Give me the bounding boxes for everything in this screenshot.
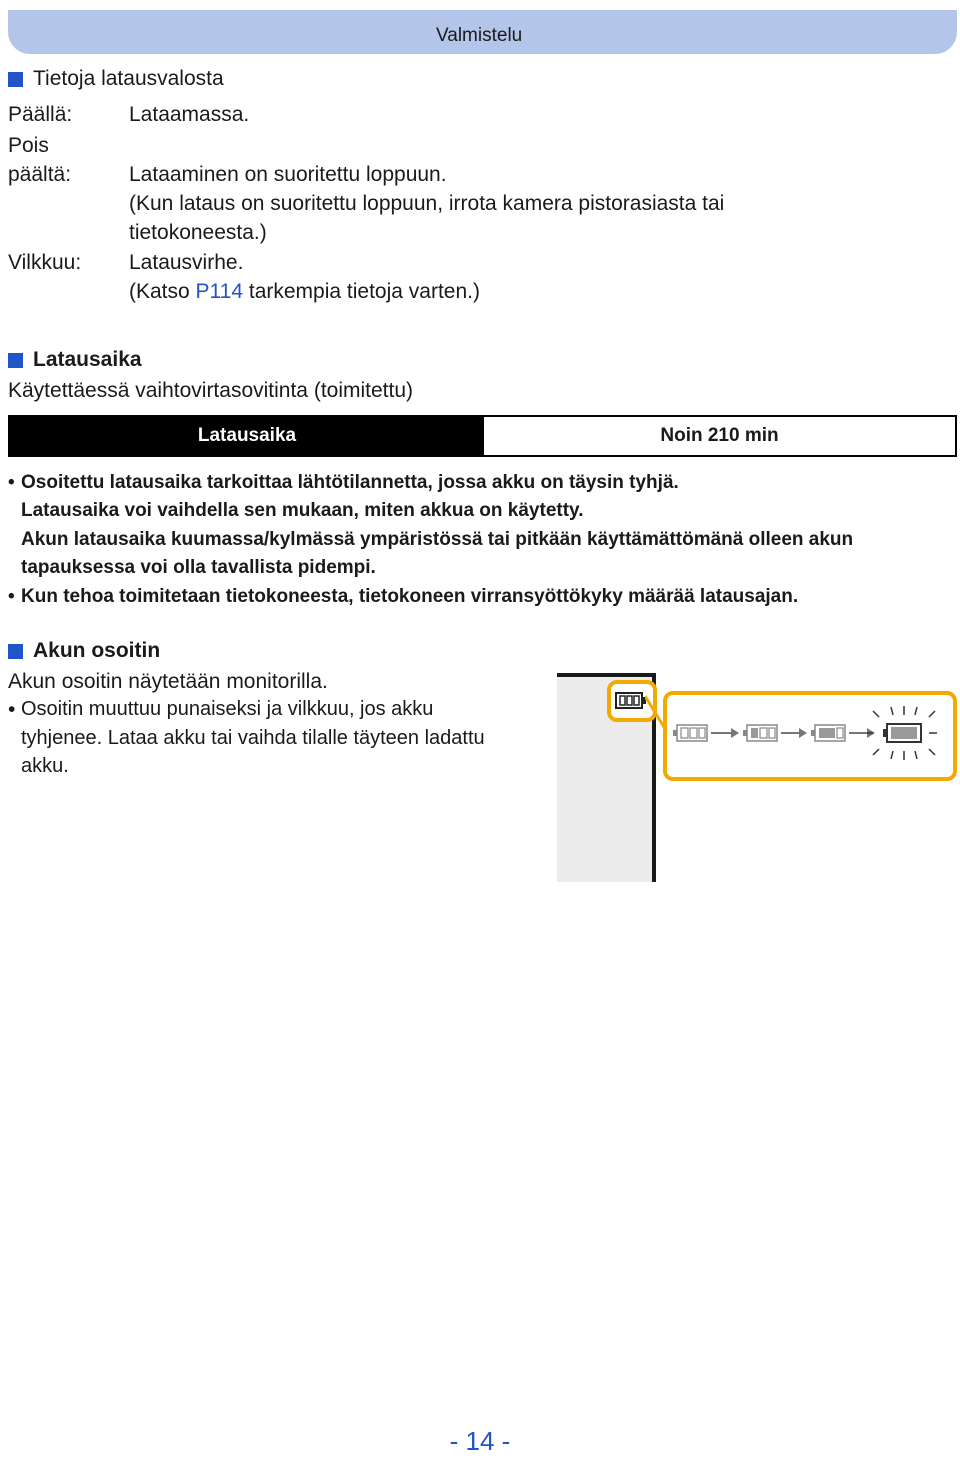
- page-reference-link[interactable]: P114: [195, 280, 244, 303]
- lamp-section-title: Tietoja latausvalosta: [8, 67, 224, 91]
- table-header-cell: Latausaika: [10, 417, 484, 455]
- charging-note-2: Latausaika voi vaihdella sen mukaan, miten akkua on käytetty.: [21, 500, 584, 521]
- charging-subtitle: Käytettäessä vaihtovirtasovitinta (toimitettu): [8, 379, 414, 402]
- section-header-bar: [8, 10, 957, 54]
- indicator-note-1: Osoitin muuttuu punaiseksi ja vilkkuu, jos akku: [21, 698, 434, 720]
- battery-empty-blinking-icon: [867, 706, 937, 760]
- indicator-section-title: Akun osoitin: [8, 639, 160, 663]
- page-number: - 14 -: [449, 1426, 511, 1456]
- charging-note-1: Osoitettu latausaika tarkoittaa lähtötilannetta, jossa akku on täysin tyhjä.: [21, 472, 679, 493]
- charging-note-3: Akun latausaika kuumassa/kylmässä ympäristössä tai pitkään käyttämättömänä olleen akun: [21, 529, 854, 550]
- arrow-right-icon: [781, 728, 807, 738]
- indicator-note-2: tyhjenee. Lataa akku tai vaihda tilalle täyteen ladattu: [21, 727, 485, 749]
- lamp-value-on: Lataamassa.: [129, 103, 250, 126]
- bullet-icon: •: [8, 586, 15, 607]
- charging-note-5: Kun tehoa toimitetaan tietokoneesta, tietokoneen virransyöttökyky määrää latausajan.: [21, 586, 799, 607]
- lamp-value-off-2: (Kun lataus on suoritettu loppuun, irrota kamera pistorasiasta tai: [129, 192, 725, 215]
- battery-one-third-icon: [811, 725, 845, 741]
- bullet-icon: •: [8, 472, 15, 493]
- battery-states-diagram: [667, 695, 953, 777]
- battery-full-icon: [673, 725, 707, 741]
- indicator-note-3: akku.: [21, 755, 69, 777]
- arrow-right-icon: [711, 728, 739, 738]
- charging-time-table: [8, 415, 957, 457]
- charging-note-4: tapauksessa voi olla tavallista pidempi.: [21, 557, 376, 578]
- lamp-label-on: Päällä:: [8, 103, 73, 126]
- section-square-icon: [8, 644, 23, 659]
- section-square-icon: [8, 72, 23, 87]
- section-header-title: Valmistelu: [436, 25, 523, 46]
- lamp-reference: (Katso P114 tarkempia tietoja varten.): [129, 280, 480, 303]
- battery-two-thirds-icon: [743, 725, 777, 741]
- lamp-label-off-2: päältä:: [8, 163, 72, 186]
- table-value-cell: Noin 210 min: [660, 425, 779, 446]
- lamp-label-off-1: Pois: [8, 134, 49, 157]
- lamp-value-off-1: Lataaminen on suoritettu loppuun.: [129, 163, 447, 186]
- indicator-intro: Akun osoitin näytetään monitorilla.: [8, 670, 328, 693]
- charging-section-title: Latausaika: [8, 348, 142, 372]
- lamp-label-blink: Vilkkuu:: [8, 251, 82, 274]
- lamp-value-blink: Latausvirhe.: [129, 251, 244, 274]
- section-square-icon: [8, 353, 23, 368]
- bullet-icon: •: [8, 698, 16, 721]
- battery-states-callout: [663, 691, 957, 781]
- lamp-value-off-3: tietokoneesta.): [129, 221, 267, 244]
